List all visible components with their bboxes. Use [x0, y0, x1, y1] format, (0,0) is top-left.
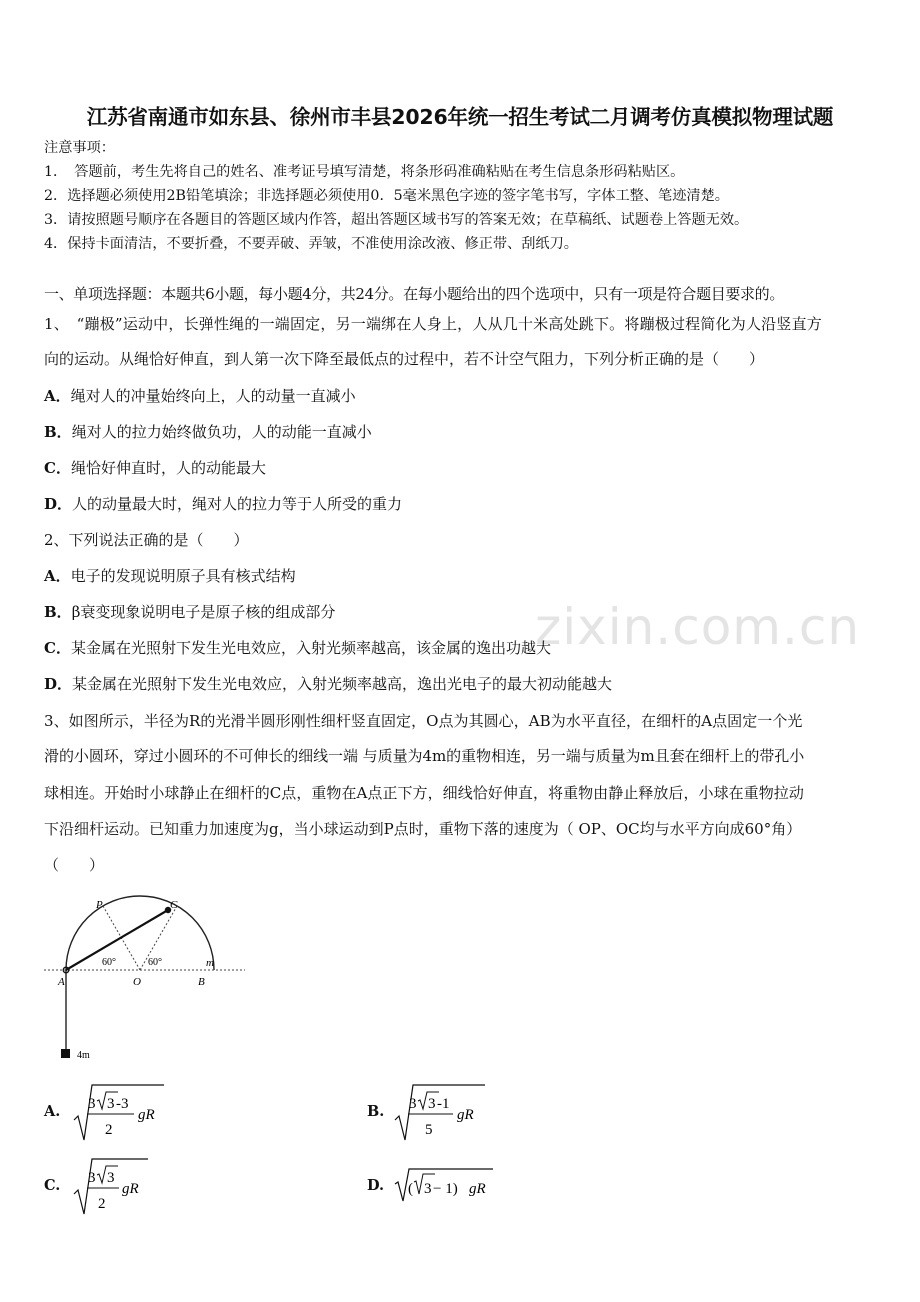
q3-option-d-formula: [393, 1166, 503, 1206]
den: 5: [425, 1122, 433, 1138]
option-text: 人的动量最大时，绳对人的拉力等于人所受的重力: [72, 495, 403, 513]
q3-stem-line1: 3、如图所示，半径为R的光滑半圆形刚性细杆竖直固定，O点为其圆心，AB为水平直径，在细杆的A点固定一个光: [44, 712, 803, 730]
q3-stem-line5: （ ）: [44, 856, 105, 874]
q3-stem-line3: 球相连。开始时小球静止在细杆的C点，重物在A点正下方，细线恰好伸直，将重物由静止释放后，小球在重物拉动: [44, 784, 804, 802]
tail: gR: [457, 1107, 474, 1123]
num-coef: 3: [409, 1096, 417, 1112]
page-title: 江苏省南通市如东县、徐州市丰县2026年统一招生考试二月调考仿真模拟物理试题: [86, 105, 834, 129]
num-rad: 3: [428, 1096, 436, 1112]
num-coef: 3: [88, 1170, 96, 1186]
notice-item-4: 4．保持卡面清洁，不要折叠，不要弄破、弄皱，不准使用涂改液、修正带、刮纸刀。: [44, 236, 578, 252]
q3-option-a-label: A.: [44, 1103, 61, 1120]
q3-option-c-label: C.: [44, 1177, 61, 1194]
option-text: 绳恰好伸直时，人的动能最大: [70, 459, 266, 477]
notice-item-3: 3．请按照题号顺序在各题目的答题区域内作答，超出答题区域书写的答案无效；在草稿纸、试题卷上答题无效。: [44, 212, 749, 228]
num-coef: 3: [88, 1096, 96, 1112]
q1-option-d: [44, 494, 402, 514]
q3-stem-line2: 滑的小圆环，穿过小圆环的不可伸长的细线一端 与质量为4m的重物相连，另一端与质量为m且套在细杆上的带孔小: [44, 747, 805, 765]
option-label: C．: [44, 639, 71, 657]
q2-option-d: [44, 674, 612, 694]
option-label: D．: [44, 675, 73, 693]
option-text: β衰变现象说明电子是原子核的组成部分: [71, 603, 336, 621]
tail: gR: [469, 1181, 486, 1197]
notice-item-2: 2．选择题必须使用2B铅笔填涂；非选择题必须使用0．5毫米黑色字迹的签字笔书写，字体工整、笔迹清楚。: [44, 188, 729, 204]
section-heading: 一、单项选择题：本题共6小题，每小题4分，共24分。在每小题给出的四个选项中，只有一项是符合题目要求的。: [44, 285, 784, 303]
q3-option-a-formula: [72, 1082, 172, 1144]
q1-option-c: [44, 458, 266, 478]
q2-option-c: [44, 638, 551, 658]
expr-tail: − 1): [433, 1181, 458, 1197]
notice-item-1: 1． 答题前，考生先将自己的姓名、准考证号填写清楚，将条形码准确粘贴在考生信息条形码粘贴区。: [44, 164, 685, 180]
q3-option-b-formula: [393, 1082, 493, 1144]
num-tail: -1: [437, 1096, 450, 1112]
option-label: C．: [44, 459, 71, 477]
semicircle-figure: [40, 895, 250, 1070]
tail: gR: [122, 1181, 139, 1197]
q2-stem: 2、下列说法正确的是（ ）: [44, 531, 249, 549]
option-text: 某金属在光照射下发生光电效应，入射光频率越高，该金属的逸出功越大: [70, 639, 551, 657]
num-rad: 3: [107, 1170, 115, 1186]
expr-open: (: [408, 1181, 413, 1197]
option-label: A．: [44, 387, 71, 405]
option-text: 绳对人的冲量始终向上，人的动量一直减小: [70, 387, 356, 405]
option-label: A．: [44, 567, 71, 585]
option-text: 绳对人的拉力始终做负功，人的动能一直减小: [71, 423, 372, 441]
watermark: zixin.com.cn: [535, 598, 861, 656]
q1-option-a: [44, 386, 356, 406]
num-tail: -3: [116, 1096, 129, 1112]
num-rad: 3: [107, 1096, 115, 1112]
q2-option-a: [44, 566, 296, 586]
tail: gR: [138, 1107, 155, 1123]
label-b: B: [198, 976, 205, 988]
q3-option-c-formula: [72, 1156, 162, 1218]
option-text: 电子的发现说明原子具有核式结构: [70, 567, 296, 585]
q3-stem-line4: 下沿细杆运动。已知重力加速度为g，当小球运动到P点时，重物下落的速度为（ OP、OC均与水平方向成60°角）: [44, 820, 802, 838]
option-label: B．: [44, 423, 72, 441]
option-text: 某金属在光照射下发生光电效应，入射光频率越高，逸出光电子的最大初动能越大: [72, 675, 613, 693]
label-weight: 4m: [77, 1050, 90, 1061]
angle-label-left: 60°: [102, 957, 116, 968]
q1-stem-line1: 1、 “蹦极”运动中，长弹性绳的一端固定，另一端绑在人身上，人从几十米高处跳下。将蹦极过程简化为人沿竖直方: [44, 315, 822, 333]
option-label: B．: [44, 603, 72, 621]
q1-option-b: [44, 422, 372, 442]
q3-option-d-label: D.: [367, 1177, 385, 1194]
label-a: A: [58, 976, 65, 988]
q3-option-b-label: B.: [367, 1103, 385, 1120]
notice-heading: 注意事项：: [44, 140, 115, 156]
label-m: m: [206, 957, 214, 969]
label-p: P: [96, 899, 103, 911]
den: 2: [105, 1122, 113, 1138]
expr-rad: 3: [424, 1181, 432, 1197]
angle-label-right: 60°: [148, 957, 162, 968]
den: 2: [98, 1196, 106, 1212]
label-o: O: [133, 976, 141, 988]
label-c: C: [170, 899, 178, 911]
q2-option-b: [44, 602, 335, 622]
q1-stem-line2: 向的运动。从绳恰好伸直，到人第一次下降至最低点的过程中，若不计空气阻力，下列分析正确的是（ ）: [44, 350, 765, 368]
option-label: D．: [44, 495, 73, 513]
